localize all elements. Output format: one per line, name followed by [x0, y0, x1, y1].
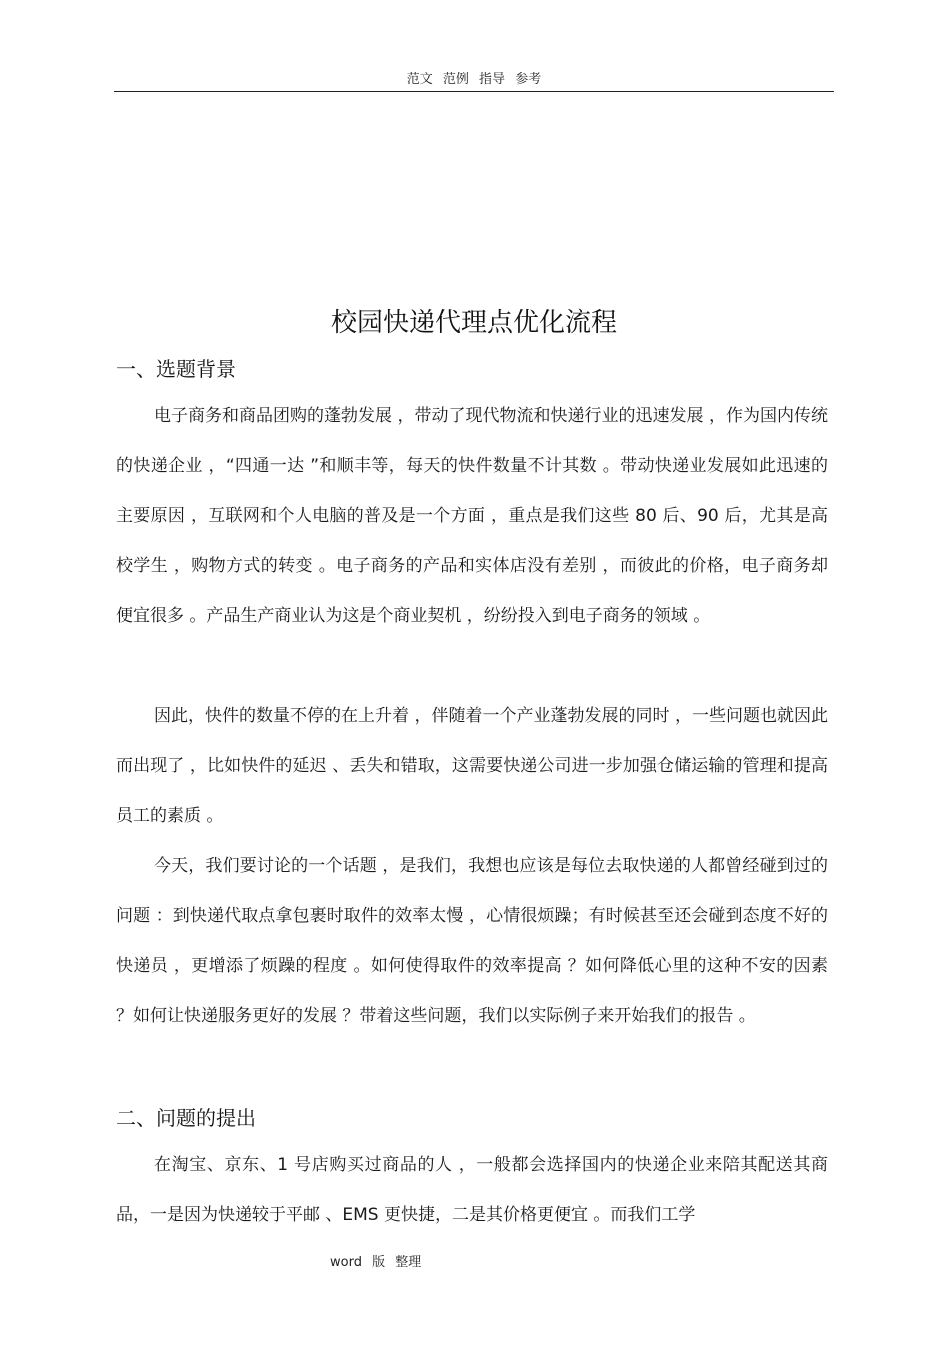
- paragraph: 在淘宝、京东、1 号店购买过商品的人 ，一般都会选择国内的快递企业来陪其配送其商品，一是因为快递较于平邮 、EMS 更快捷，二是其价格更便宜 。而我们工学: [116, 1155, 828, 1225]
- page-footer: word 版 整理: [330, 1255, 422, 1270]
- paragraph: 电子商务和商品团购的蓬勃发展 ，带动了现代物流和快递行业的迅速发展 ，作为国内传统的快递企业 ，“四通一达 ”和顺丰等，每天的快件数量不计其数 。带动快递业发展如此迅速的主要原因 ，互联网和个人电脑的普及是一个方面 ，重点是我们这些 80 后、90 后，尤其是高校学生 ，购物方式的转变 。电子商务的产品和实体店没有差别 ，而彼此的价格，电子商务却便宜很多 。产品生产商业认为这是个商业契机 ，纷纷投入到电子商务的领域 。: [116, 406, 828, 626]
- document-title: 校园快递代理点优化流程: [330, 308, 617, 338]
- paragraph: 今天，我们要讨论的一个话题 ，是我们，我想也应该是每位去取快递的人都曾经碰到过的问题 ：到快递代取点拿包裹时取件的效率太慢 ，心情很烦躁；有时候甚至还会碰到态度不好的快递员 ，更增添了烦躁的程度 。如何使得取件的效率提高 ？如何降低心里的这种不安的因素 ？如何让快递服务更好的发展 ？带着这些问题，我们以实际例子来开始我们的报告 。: [116, 856, 828, 1026]
- paragraph: 因此，快件的数量不停的在上升着 ，伴随着一个产业蓬勃发展的同时 ，一些问题也就因此而出现了 ，比如快件的延迟 、丢失和错取，这需要快递公司进一步加强仓储运输的管理和提高员工的素质 。: [116, 706, 828, 826]
- section-heading-background: 一、选题背景: [116, 357, 236, 381]
- page-header: 范文 范例 指导 参考: [406, 72, 542, 87]
- header-divider: [114, 91, 834, 92]
- section-heading-problem: 二、问题的提出: [116, 1106, 256, 1130]
